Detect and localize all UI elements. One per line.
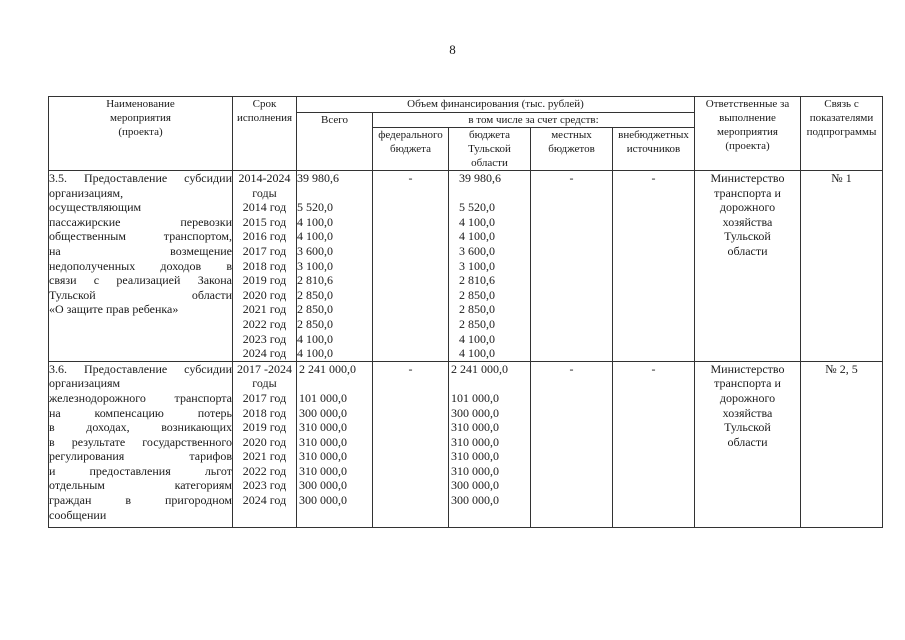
row-responsible-line: дорожного	[719, 390, 776, 405]
row-term-line: 2017 -2024	[237, 361, 292, 376]
row-regional-line: 4 100,0	[459, 346, 495, 361]
header-regional-line: Тульской	[468, 143, 511, 155]
row-name-line: общественным транспортом,	[49, 229, 232, 244]
row-total-line: 300 000,0	[299, 478, 347, 493]
row-name-line: «О защите прав ребенка»	[49, 302, 179, 317]
row-responsible-line: области	[727, 434, 768, 449]
row-name-line: и предоставления льгот	[49, 463, 232, 478]
row-total-line: 2 850,0	[297, 316, 333, 331]
row-term-line: 2023 год	[242, 331, 287, 346]
row-regional-line	[451, 376, 530, 391]
row-name-line: в доходах, возникающих	[49, 420, 232, 435]
header-regional-line: бюджета	[468, 129, 510, 141]
row-total-line: 101 000,0	[299, 390, 347, 405]
row-total-line: 310 000,0	[299, 434, 347, 449]
row-total-line: 3 600,0	[297, 243, 333, 258]
row-total-line: 310 000,0	[299, 449, 347, 464]
header-sources-title: в том числе за счет средств:	[373, 113, 695, 128]
row-regional-line: 300 000,0	[451, 405, 499, 420]
row-term-line: 2024 год	[242, 493, 287, 508]
row-total-cell	[297, 171, 373, 362]
row-total-line: 2 241 000,0	[299, 361, 356, 376]
row-responsible-line: хозяйства	[722, 214, 773, 229]
row-term-line: 2015 год	[242, 214, 287, 229]
header-federal-line: бюджета	[389, 143, 431, 155]
header-responsible-cell	[695, 97, 801, 171]
row-total-line	[297, 186, 372, 201]
row-term-line: 2023 год	[242, 478, 287, 493]
header-name-line: Наименование	[106, 98, 175, 110]
row-name-line: связи с реализацией Закона	[49, 273, 232, 288]
header-link-line: подпрограммы	[806, 126, 877, 138]
row-local-cell: -	[531, 171, 613, 362]
row-name-line: недополученных доходов в	[49, 258, 232, 273]
row-total-line	[299, 376, 372, 391]
row-term-line: 2018 год	[242, 258, 287, 273]
row-total-line: 3 100,0	[297, 258, 333, 273]
row-regional-line: 2 850,0	[459, 287, 495, 302]
row-term-line: 2016 год	[242, 229, 287, 244]
header-federal-cell	[373, 128, 449, 171]
header-term-line: исполнения	[236, 112, 293, 124]
row-regional-line: 310 000,0	[451, 420, 499, 435]
row-name-line: на возмещение	[49, 243, 232, 258]
row-regional-cell	[449, 171, 531, 362]
row-link-cell: № 1	[801, 171, 883, 362]
header-name-cell	[49, 97, 233, 171]
row-term-line: 2014 год	[242, 200, 287, 215]
row-regional-line: 4 100,0	[459, 214, 495, 229]
table-row	[49, 361, 883, 527]
row-term-cell	[233, 171, 297, 362]
row-regional-line: 4 100,0	[459, 331, 495, 346]
row-name-line: на компенсацию потерь	[49, 405, 232, 420]
row-name-line: сообщении	[49, 507, 107, 522]
row-regional-line: 5 520,0	[459, 200, 495, 215]
header-link-line: показателями	[809, 112, 874, 124]
row-regional-line: 310 000,0	[451, 449, 499, 464]
row-regional-line: 2 241 000,0	[451, 361, 508, 376]
header-responsible-line: Ответственные за	[705, 98, 790, 110]
row-total-line: 4 100,0	[297, 346, 333, 361]
header-local: местных бюджетов	[531, 128, 613, 171]
header-regional-cell	[449, 128, 531, 171]
row-term-line: 2021 год	[242, 449, 287, 464]
row-total-line: 2 850,0	[297, 302, 333, 317]
row-total-line: 4 100,0	[297, 229, 333, 244]
row-name-line: граждан в пригородном	[49, 493, 232, 508]
row-total-line: 2 850,0	[297, 287, 333, 302]
row-total-line: 310 000,0	[299, 463, 347, 478]
row-regional-line: 310 000,0	[451, 434, 499, 449]
table-row	[49, 171, 883, 362]
header-total: Всего	[297, 113, 373, 171]
row-local-cell: -	[531, 361, 613, 527]
row-responsible-line: области	[727, 243, 768, 258]
row-regional-line: 310 000,0	[451, 463, 499, 478]
row-responsible-line: хозяйства	[722, 405, 773, 420]
row-responsible-line: транспорта и	[714, 376, 781, 391]
row-regional-line: 2 850,0	[459, 316, 495, 331]
row-term-line: 2019 год	[242, 273, 287, 288]
row-responsible-line: дорожного	[719, 200, 776, 215]
row-responsible-cell	[695, 361, 801, 527]
row-federal-cell: -	[373, 361, 449, 527]
header-extra-line: внебюджетных	[618, 129, 689, 141]
row-total-cell	[297, 361, 373, 527]
header-federal-line: федерального	[378, 129, 443, 141]
row-name-line: 3.6. Предоставление субсидии	[49, 361, 232, 376]
row-regional-line: 39 980,6	[459, 171, 501, 185]
row-responsible-line: Тульской	[724, 420, 771, 435]
row-responsible-line: Министерство	[710, 361, 785, 376]
row-name-line: регулирования тарифов	[49, 449, 232, 464]
row-term-line: 2018 год	[242, 405, 287, 420]
row-regional-line	[459, 186, 530, 201]
header-regional-line: области	[471, 157, 508, 169]
row-term-line: 2022 год	[242, 463, 287, 478]
row-total-line: 4 100,0	[297, 214, 333, 229]
header-name-line: мероприятия	[110, 112, 171, 124]
row-name-line: в результате государственного	[49, 434, 232, 449]
row-term-line: годы	[252, 185, 277, 200]
row-regional-cell	[449, 361, 531, 527]
row-term-line: 2020 год	[242, 434, 287, 449]
row-name-line: организациям,	[49, 185, 124, 200]
row-name-line: Тульской области	[49, 287, 232, 302]
row-regional-line: 300 000,0	[451, 478, 499, 493]
row-responsible-line: Министерство	[710, 171, 785, 185]
row-total-line: 300 000,0	[299, 405, 347, 420]
header-responsible-line: мероприятия	[717, 126, 778, 138]
row-total-line: 39 980,6	[297, 171, 339, 185]
header-name-line: (проекта)	[118, 126, 163, 138]
row-name-line: организациям	[49, 376, 121, 391]
header-extra-cell	[613, 128, 695, 171]
row-term-line: 2017 год	[242, 390, 287, 405]
row-name-line: отдельным категориям	[49, 478, 232, 493]
row-regional-line: 2 850,0	[459, 302, 495, 317]
row-extra-cell: -	[613, 361, 695, 527]
row-term-line: 2014-2024	[238, 171, 291, 185]
header-link-cell	[801, 97, 883, 171]
row-name-cell	[49, 171, 233, 362]
row-term-line: 2021 год	[242, 302, 287, 317]
row-term-cell	[233, 361, 297, 527]
header-term-line: Срок	[252, 98, 277, 110]
row-name-line: железнодорожного транспорта	[49, 390, 232, 405]
row-total-line: 2 810,6	[297, 273, 333, 288]
header-financing-title: Объем финансирования (тыс. рублей)	[297, 97, 695, 113]
row-regional-line: 2 810,6	[459, 273, 495, 288]
row-regional-line: 300 000,0	[451, 493, 499, 508]
row-term-line: 2017 год	[242, 243, 287, 258]
row-regional-line: 3 100,0	[459, 258, 495, 273]
row-total-line: 5 520,0	[297, 200, 333, 215]
header-link-line: Связь с	[824, 98, 859, 110]
row-regional-line: 101 000,0	[451, 390, 499, 405]
row-name-line: пассажирские перевозки	[49, 214, 232, 229]
row-responsible-cell	[695, 171, 801, 362]
page-number: 8	[449, 42, 456, 57]
row-term-line: 2019 год	[242, 420, 287, 435]
financing-table	[48, 96, 883, 528]
row-regional-line: 3 600,0	[459, 243, 495, 258]
row-regional-line: 4 100,0	[459, 229, 495, 244]
header-responsible-line: выполнение	[719, 112, 776, 124]
row-link-cell: № 2, 5	[801, 361, 883, 527]
row-name-line: 3.5. Предоставление субсидии	[49, 171, 232, 185]
row-term-line: 2020 год	[242, 287, 287, 302]
row-federal-cell: -	[373, 171, 449, 362]
row-total-line: 4 100,0	[297, 331, 333, 346]
row-term-line: 2024 год	[242, 346, 287, 361]
row-responsible-line: Тульской	[724, 229, 771, 244]
row-name-cell	[49, 361, 233, 527]
row-term-line: 2022 год	[242, 316, 287, 331]
header-extra-line: источников	[626, 143, 681, 155]
row-extra-cell: -	[613, 171, 695, 362]
header-responsible-line: (проекта)	[725, 140, 770, 152]
row-responsible-line: транспорта и	[714, 185, 781, 200]
row-total-line: 310 000,0	[299, 420, 347, 435]
row-name-line: осуществляющим	[49, 200, 142, 215]
row-term-line: годы	[252, 376, 277, 391]
header-term-cell	[233, 97, 297, 171]
row-total-line: 300 000,0	[299, 493, 347, 508]
